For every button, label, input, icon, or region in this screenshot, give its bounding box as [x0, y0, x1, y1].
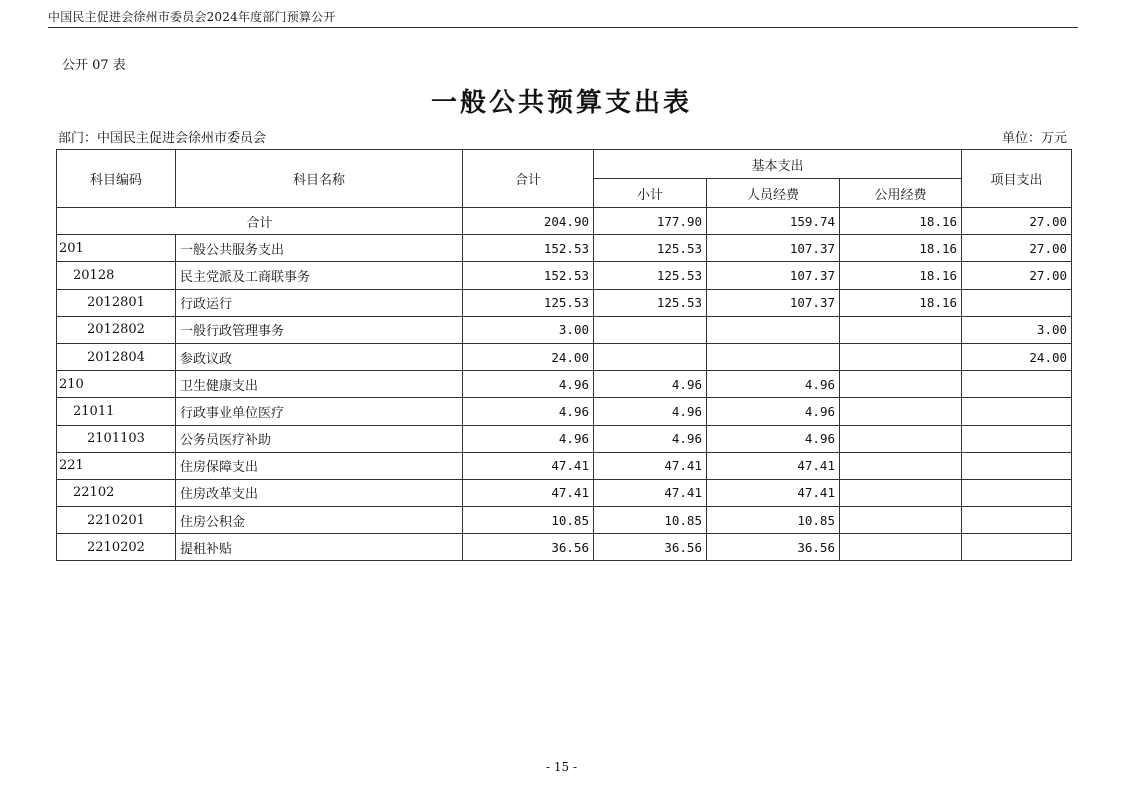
header-code: 科目编码: [57, 150, 176, 208]
cell-code: 2210201: [57, 507, 176, 534]
table-row: [57, 235, 1072, 262]
total-row-subtotal: 177.90: [594, 208, 707, 235]
cell-project: 24.00: [962, 343, 1072, 370]
cell-total: 47.41: [463, 479, 594, 506]
cell-subtotal: 47.41: [594, 479, 707, 506]
cell-total: 125.53: [463, 289, 594, 316]
cell-subtotal: 125.53: [594, 289, 707, 316]
table-row: [57, 398, 1072, 425]
total-row-personnel: 159.74: [707, 208, 840, 235]
header-basic: 基本支出: [594, 150, 962, 179]
table-row: [57, 425, 1072, 452]
unit-label: 单位：万元: [1001, 131, 1067, 146]
cell-subtotal: [594, 316, 707, 343]
cell-total: 152.53: [463, 235, 594, 262]
cell-public: [840, 316, 962, 343]
table-row: [57, 289, 1072, 316]
cell-personnel: 4.96: [707, 398, 840, 425]
cell-total: 24.00: [463, 343, 594, 370]
cell-code: 2210202: [57, 534, 176, 561]
cell-subtotal: 4.96: [594, 425, 707, 452]
cell-project: [962, 425, 1072, 452]
cell-subtotal: [594, 343, 707, 370]
cell-subtotal: 10.85: [594, 507, 707, 534]
cell-personnel: 36.56: [707, 534, 840, 561]
cell-code: 210: [57, 371, 176, 398]
cell-total: 3.00: [463, 316, 594, 343]
cell-code: 2012804: [57, 343, 176, 370]
cell-total: 36.56: [463, 534, 594, 561]
cell-name: 公务员医疗补助: [176, 425, 463, 452]
cell-name: 提租补贴: [176, 534, 463, 561]
table-row: [57, 371, 1072, 398]
cell-public: [840, 343, 962, 370]
cell-public: [840, 371, 962, 398]
page-title: 一般公共预算支出表: [430, 88, 692, 118]
cell-project: [962, 398, 1072, 425]
department-label: 部门：中国民主促进会徐州市委员会: [58, 131, 267, 146]
cell-code: 2012802: [57, 316, 176, 343]
cell-public: [840, 479, 962, 506]
cell-total: 4.96: [463, 425, 594, 452]
cell-code: 21011: [57, 398, 176, 425]
total-row-public: 18.16: [840, 208, 962, 235]
table-row: [57, 479, 1072, 506]
cell-public: 18.16: [840, 262, 962, 289]
cell-personnel: 107.37: [707, 289, 840, 316]
total-row-label: 合计: [57, 208, 463, 235]
cell-name: 一般行政管理事务: [176, 316, 463, 343]
cell-name: 卫生健康支出: [176, 371, 463, 398]
budget-expenditure-table: [56, 149, 1072, 561]
cell-total: 47.41: [463, 452, 594, 479]
cell-project: [962, 479, 1072, 506]
cell-code: 22102: [57, 479, 176, 506]
table-row: [57, 343, 1072, 370]
cell-total: 4.96: [463, 398, 594, 425]
cell-subtotal: 125.53: [594, 235, 707, 262]
cell-personnel: 4.96: [707, 371, 840, 398]
cell-name: 住房保障支出: [176, 452, 463, 479]
cell-public: [840, 534, 962, 561]
cell-code: 201: [57, 235, 176, 262]
cell-public: [840, 507, 962, 534]
header-subtotal: 小计: [594, 179, 707, 208]
cell-name: 住房公积金: [176, 507, 463, 534]
header-total: 合计: [463, 150, 594, 208]
header-personnel: 人员经费: [707, 179, 840, 208]
cell-personnel: 47.41: [707, 479, 840, 506]
cell-personnel: [707, 343, 840, 370]
cell-project: [962, 289, 1072, 316]
cell-project: 27.00: [962, 262, 1072, 289]
cell-code: 20128: [57, 262, 176, 289]
running-header: 中国民主促进会徐州市委员会2024年度部门预算公开: [48, 8, 1078, 28]
header-public: 公用经费: [840, 179, 962, 208]
cell-name: 住房改革支出: [176, 479, 463, 506]
cell-code: 2101103: [57, 425, 176, 452]
cell-public: [840, 452, 962, 479]
cell-total: 152.53: [463, 262, 594, 289]
cell-personnel: 4.96: [707, 425, 840, 452]
cell-public: 18.16: [840, 235, 962, 262]
cell-public: [840, 425, 962, 452]
cell-subtotal: 47.41: [594, 452, 707, 479]
cell-code: 2012801: [57, 289, 176, 316]
cell-subtotal: 4.96: [594, 398, 707, 425]
cell-code: 221: [57, 452, 176, 479]
cell-name: 行政事业单位医疗: [176, 398, 463, 425]
cell-name: 行政运行: [176, 289, 463, 316]
cell-total: 10.85: [463, 507, 594, 534]
cell-public: [840, 398, 962, 425]
cell-personnel: 47.41: [707, 452, 840, 479]
cell-project: 3.00: [962, 316, 1072, 343]
header-project: 项目支出: [962, 150, 1072, 208]
page-number: - 15 -: [545, 760, 577, 774]
table-row: [57, 316, 1072, 343]
cell-name: 参政议政: [176, 343, 463, 370]
cell-project: [962, 452, 1072, 479]
table-row: [57, 534, 1072, 561]
cell-project: [962, 371, 1072, 398]
cell-project: 27.00: [962, 235, 1072, 262]
cell-project: [962, 507, 1072, 534]
cell-personnel: 107.37: [707, 235, 840, 262]
cell-personnel: 10.85: [707, 507, 840, 534]
cell-subtotal: 125.53: [594, 262, 707, 289]
total-row: [57, 208, 1072, 235]
cell-personnel: [707, 316, 840, 343]
cell-total: 4.96: [463, 371, 594, 398]
total-row-project: 27.00: [962, 208, 1072, 235]
cell-subtotal: 36.56: [594, 534, 707, 561]
cell-project: [962, 534, 1072, 561]
header-name: 科目名称: [176, 150, 463, 208]
cell-name: 一般公共服务支出: [176, 235, 463, 262]
cell-personnel: 107.37: [707, 262, 840, 289]
table-row: [57, 452, 1072, 479]
total-row-total: 204.90: [463, 208, 594, 235]
table-row: [57, 507, 1072, 534]
table-row: [57, 262, 1072, 289]
cell-public: 18.16: [840, 289, 962, 316]
table-number: 公开 07 表: [62, 58, 126, 73]
cell-name: 民主党派及工商联事务: [176, 262, 463, 289]
cell-subtotal: 4.96: [594, 371, 707, 398]
